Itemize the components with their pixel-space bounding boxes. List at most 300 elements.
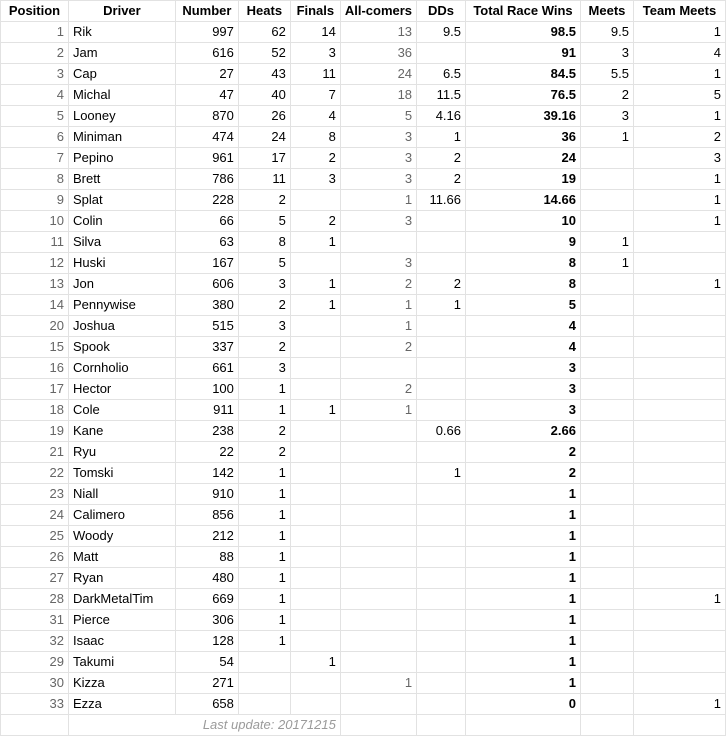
cell-total-race-wins[interactable]: 1 <box>466 568 581 589</box>
cell-dds[interactable] <box>417 442 466 463</box>
cell-team-meets[interactable]: 1 <box>633 106 725 127</box>
column-header-total-race-wins[interactable]: Total Race Wins <box>466 1 581 22</box>
cell-driver[interactable]: Ryu <box>68 442 175 463</box>
cell-position[interactable]: 4 <box>1 85 69 106</box>
cell-dds[interactable] <box>417 316 466 337</box>
cell-dds[interactable] <box>417 673 466 694</box>
cell-dds[interactable] <box>417 505 466 526</box>
cell-meets[interactable]: 5.5 <box>580 64 633 85</box>
cell-number[interactable]: 669 <box>175 589 238 610</box>
column-header-driver[interactable]: Driver <box>68 1 175 22</box>
cell-heats[interactable]: 17 <box>238 148 290 169</box>
cell-all-comers[interactable]: 18 <box>340 85 416 106</box>
cell-heats[interactable]: 1 <box>238 400 290 421</box>
cell-number[interactable]: 997 <box>175 22 238 43</box>
cell-team-meets[interactable]: 2 <box>633 127 725 148</box>
cell-dds[interactable]: 11.5 <box>417 85 466 106</box>
cell-total-race-wins[interactable]: 10 <box>466 211 581 232</box>
cell-meets[interactable]: 1 <box>580 253 633 274</box>
cell-number[interactable]: 54 <box>175 652 238 673</box>
cell-finals[interactable] <box>290 694 340 715</box>
cell-driver[interactable]: Cole <box>68 400 175 421</box>
cell-finals[interactable] <box>290 547 340 568</box>
cell-driver[interactable]: Cap <box>68 64 175 85</box>
cell-number[interactable]: 856 <box>175 505 238 526</box>
cell-number[interactable]: 212 <box>175 526 238 547</box>
cell-position[interactable]: 11 <box>1 232 69 253</box>
cell-meets[interactable] <box>580 526 633 547</box>
cell-number[interactable]: 228 <box>175 190 238 211</box>
cell-finals[interactable]: 1 <box>290 232 340 253</box>
cell-all-comers[interactable]: 13 <box>340 22 416 43</box>
cell-dds[interactable] <box>417 211 466 232</box>
cell-total-race-wins[interactable]: 9 <box>466 232 581 253</box>
cell-position[interactable]: 7 <box>1 148 69 169</box>
cell-meets[interactable]: 9.5 <box>580 22 633 43</box>
cell-driver[interactable]: Cornholio <box>68 358 175 379</box>
cell-total-race-wins[interactable]: 91 <box>466 43 581 64</box>
cell-total-race-wins[interactable]: 8 <box>466 253 581 274</box>
cell-position[interactable]: 33 <box>1 694 69 715</box>
cell-all-comers[interactable]: 2 <box>340 274 416 295</box>
cell-heats[interactable]: 2 <box>238 442 290 463</box>
cell-team-meets[interactable] <box>633 631 725 652</box>
cell-finals[interactable]: 7 <box>290 85 340 106</box>
cell-number[interactable]: 480 <box>175 568 238 589</box>
cell-team-meets[interactable]: 4 <box>633 43 725 64</box>
cell-meets[interactable] <box>580 442 633 463</box>
cell-finals[interactable]: 3 <box>290 43 340 64</box>
cell-all-comers[interactable]: 3 <box>340 127 416 148</box>
cell-team-meets[interactable] <box>633 505 725 526</box>
cell-driver[interactable]: Pierce <box>68 610 175 631</box>
cell-team-meets[interactable] <box>633 400 725 421</box>
cell-position[interactable]: 31 <box>1 610 69 631</box>
cell-heats[interactable]: 1 <box>238 505 290 526</box>
cell-finals[interactable] <box>290 337 340 358</box>
cell-finals[interactable]: 2 <box>290 148 340 169</box>
cell-team-meets[interactable]: 1 <box>633 169 725 190</box>
cell-total-race-wins[interactable]: 1 <box>466 610 581 631</box>
cell-number[interactable]: 380 <box>175 295 238 316</box>
cell-position[interactable]: 26 <box>1 547 69 568</box>
cell-heats[interactable]: 2 <box>238 337 290 358</box>
cell-heats[interactable]: 2 <box>238 295 290 316</box>
cell-team-meets[interactable] <box>633 358 725 379</box>
cell-dds[interactable] <box>417 253 466 274</box>
cell-all-comers[interactable]: 1 <box>340 190 416 211</box>
column-header-team-meets[interactable]: Team Meets <box>633 1 725 22</box>
cell-position[interactable]: 24 <box>1 505 69 526</box>
cell-all-comers[interactable] <box>340 547 416 568</box>
cell-dds[interactable] <box>417 568 466 589</box>
cell-team-meets[interactable]: 1 <box>633 274 725 295</box>
cell-meets[interactable] <box>580 610 633 631</box>
cell-number[interactable]: 100 <box>175 379 238 400</box>
empty-cell[interactable] <box>417 715 466 736</box>
cell-position[interactable]: 19 <box>1 421 69 442</box>
cell-finals[interactable] <box>290 589 340 610</box>
cell-driver[interactable]: Tomski <box>68 463 175 484</box>
cell-finals[interactable] <box>290 631 340 652</box>
cell-dds[interactable] <box>417 526 466 547</box>
cell-total-race-wins[interactable]: 1 <box>466 484 581 505</box>
cell-heats[interactable] <box>238 694 290 715</box>
cell-driver[interactable]: Hector <box>68 379 175 400</box>
cell-number[interactable]: 616 <box>175 43 238 64</box>
cell-number[interactable]: 474 <box>175 127 238 148</box>
cell-meets[interactable] <box>580 568 633 589</box>
cell-team-meets[interactable]: 1 <box>633 211 725 232</box>
cell-finals[interactable] <box>290 358 340 379</box>
cell-number[interactable]: 786 <box>175 169 238 190</box>
cell-meets[interactable] <box>580 295 633 316</box>
cell-finals[interactable]: 2 <box>290 211 340 232</box>
cell-driver[interactable]: Kizza <box>68 673 175 694</box>
cell-meets[interactable] <box>580 400 633 421</box>
cell-position[interactable]: 15 <box>1 337 69 358</box>
cell-dds[interactable] <box>417 652 466 673</box>
cell-total-race-wins[interactable]: 1 <box>466 631 581 652</box>
cell-driver[interactable]: Matt <box>68 547 175 568</box>
cell-meets[interactable] <box>580 379 633 400</box>
cell-finals[interactable] <box>290 379 340 400</box>
cell-total-race-wins[interactable]: 2.66 <box>466 421 581 442</box>
cell-total-race-wins[interactable]: 1 <box>466 589 581 610</box>
cell-all-comers[interactable]: 24 <box>340 64 416 85</box>
cell-team-meets[interactable] <box>633 421 725 442</box>
cell-dds[interactable] <box>417 358 466 379</box>
cell-driver[interactable]: Joshua <box>68 316 175 337</box>
cell-driver[interactable]: Calimero <box>68 505 175 526</box>
cell-dds[interactable] <box>417 694 466 715</box>
cell-finals[interactable]: 3 <box>290 169 340 190</box>
cell-finals[interactable] <box>290 484 340 505</box>
cell-heats[interactable]: 24 <box>238 127 290 148</box>
column-header-meets[interactable]: Meets <box>580 1 633 22</box>
cell-total-race-wins[interactable]: 24 <box>466 148 581 169</box>
cell-meets[interactable] <box>580 631 633 652</box>
cell-number[interactable]: 66 <box>175 211 238 232</box>
column-header-heats[interactable]: Heats <box>238 1 290 22</box>
cell-driver[interactable]: Colin <box>68 211 175 232</box>
cell-heats[interactable]: 62 <box>238 22 290 43</box>
cell-total-race-wins[interactable]: 76.5 <box>466 85 581 106</box>
cell-team-meets[interactable] <box>633 232 725 253</box>
cell-heats[interactable]: 1 <box>238 547 290 568</box>
cell-team-meets[interactable] <box>633 526 725 547</box>
cell-meets[interactable] <box>580 589 633 610</box>
cell-total-race-wins[interactable]: 36 <box>466 127 581 148</box>
cell-number[interactable]: 606 <box>175 274 238 295</box>
column-header-finals[interactable]: Finals <box>290 1 340 22</box>
cell-all-comers[interactable]: 36 <box>340 43 416 64</box>
cell-all-comers[interactable] <box>340 463 416 484</box>
cell-position[interactable]: 22 <box>1 463 69 484</box>
cell-total-race-wins[interactable]: 4 <box>466 337 581 358</box>
cell-meets[interactable] <box>580 421 633 442</box>
cell-dds[interactable]: 4.16 <box>417 106 466 127</box>
cell-all-comers[interactable] <box>340 652 416 673</box>
cell-total-race-wins[interactable]: 3 <box>466 358 581 379</box>
cell-finals[interactable] <box>290 253 340 274</box>
cell-all-comers[interactable] <box>340 610 416 631</box>
cell-team-meets[interactable] <box>633 547 725 568</box>
cell-position[interactable]: 6 <box>1 127 69 148</box>
cell-heats[interactable]: 1 <box>238 589 290 610</box>
cell-position[interactable]: 8 <box>1 169 69 190</box>
cell-all-comers[interactable]: 2 <box>340 379 416 400</box>
cell-all-comers[interactable] <box>340 526 416 547</box>
cell-meets[interactable] <box>580 505 633 526</box>
empty-cell[interactable] <box>340 715 416 736</box>
cell-dds[interactable]: 11.66 <box>417 190 466 211</box>
cell-number[interactable]: 27 <box>175 64 238 85</box>
cell-driver[interactable]: Rik <box>68 22 175 43</box>
cell-dds[interactable] <box>417 547 466 568</box>
cell-dds[interactable] <box>417 484 466 505</box>
cell-finals[interactable] <box>290 463 340 484</box>
cell-driver[interactable]: Splat <box>68 190 175 211</box>
cell-team-meets[interactable] <box>633 295 725 316</box>
cell-heats[interactable]: 11 <box>238 169 290 190</box>
cell-heats[interactable]: 1 <box>238 526 290 547</box>
cell-all-comers[interactable]: 3 <box>340 253 416 274</box>
cell-driver[interactable]: Brett <box>68 169 175 190</box>
cell-position[interactable]: 16 <box>1 358 69 379</box>
cell-number[interactable]: 47 <box>175 85 238 106</box>
cell-driver[interactable]: Looney <box>68 106 175 127</box>
cell-total-race-wins[interactable]: 2 <box>466 442 581 463</box>
cell-total-race-wins[interactable]: 3 <box>466 400 581 421</box>
cell-position[interactable]: 12 <box>1 253 69 274</box>
cell-heats[interactable] <box>238 652 290 673</box>
cell-finals[interactable] <box>290 610 340 631</box>
cell-total-race-wins[interactable]: 1 <box>466 547 581 568</box>
cell-all-comers[interactable]: 1 <box>340 295 416 316</box>
cell-total-race-wins[interactable]: 2 <box>466 463 581 484</box>
cell-number[interactable]: 128 <box>175 631 238 652</box>
cell-team-meets[interactable] <box>633 568 725 589</box>
cell-all-comers[interactable] <box>340 232 416 253</box>
cell-team-meets[interactable]: 1 <box>633 694 725 715</box>
cell-position[interactable]: 25 <box>1 526 69 547</box>
cell-team-meets[interactable] <box>633 484 725 505</box>
cell-dds[interactable]: 0.66 <box>417 421 466 442</box>
cell-team-meets[interactable] <box>633 673 725 694</box>
cell-dds[interactable] <box>417 631 466 652</box>
empty-cell[interactable] <box>633 715 725 736</box>
cell-meets[interactable] <box>580 694 633 715</box>
cell-meets[interactable] <box>580 169 633 190</box>
cell-meets[interactable] <box>580 547 633 568</box>
cell-heats[interactable]: 2 <box>238 190 290 211</box>
cell-number[interactable]: 63 <box>175 232 238 253</box>
cell-team-meets[interactable] <box>633 652 725 673</box>
cell-finals[interactable]: 4 <box>290 106 340 127</box>
cell-all-comers[interactable] <box>340 589 416 610</box>
cell-position[interactable]: 3 <box>1 64 69 85</box>
empty-cell[interactable] <box>1 715 69 736</box>
cell-team-meets[interactable] <box>633 253 725 274</box>
cell-all-comers[interactable] <box>340 505 416 526</box>
cell-meets[interactable] <box>580 463 633 484</box>
cell-team-meets[interactable] <box>633 463 725 484</box>
cell-number[interactable]: 870 <box>175 106 238 127</box>
cell-position[interactable]: 17 <box>1 379 69 400</box>
cell-team-meets[interactable]: 1 <box>633 589 725 610</box>
cell-position[interactable]: 1 <box>1 22 69 43</box>
cell-meets[interactable]: 3 <box>580 106 633 127</box>
cell-total-race-wins[interactable]: 39.16 <box>466 106 581 127</box>
cell-number[interactable]: 167 <box>175 253 238 274</box>
cell-heats[interactable]: 5 <box>238 253 290 274</box>
cell-number[interactable]: 661 <box>175 358 238 379</box>
cell-position[interactable]: 20 <box>1 316 69 337</box>
cell-meets[interactable]: 1 <box>580 127 633 148</box>
cell-heats[interactable]: 2 <box>238 421 290 442</box>
cell-total-race-wins[interactable]: 0 <box>466 694 581 715</box>
cell-finals[interactable] <box>290 316 340 337</box>
cell-total-race-wins[interactable]: 1 <box>466 652 581 673</box>
cell-number[interactable]: 337 <box>175 337 238 358</box>
cell-finals[interactable] <box>290 190 340 211</box>
cell-dds[interactable]: 2 <box>417 169 466 190</box>
cell-position[interactable]: 28 <box>1 589 69 610</box>
cell-finals[interactable] <box>290 505 340 526</box>
cell-meets[interactable] <box>580 316 633 337</box>
empty-cell[interactable] <box>466 715 581 736</box>
cell-team-meets[interactable]: 1 <box>633 190 725 211</box>
cell-all-comers[interactable]: 1 <box>340 316 416 337</box>
cell-all-comers[interactable] <box>340 484 416 505</box>
cell-team-meets[interactable] <box>633 316 725 337</box>
cell-position[interactable]: 2 <box>1 43 69 64</box>
cell-meets[interactable]: 2 <box>580 85 633 106</box>
cell-team-meets[interactable]: 1 <box>633 64 725 85</box>
cell-driver[interactable]: Silva <box>68 232 175 253</box>
cell-total-race-wins[interactable]: 14.66 <box>466 190 581 211</box>
column-header-all-comers[interactable]: All-comers <box>340 1 416 22</box>
cell-heats[interactable]: 1 <box>238 463 290 484</box>
cell-position[interactable]: 13 <box>1 274 69 295</box>
cell-total-race-wins[interactable]: 4 <box>466 316 581 337</box>
cell-heats[interactable]: 8 <box>238 232 290 253</box>
column-header-number[interactable]: Number <box>175 1 238 22</box>
cell-heats[interactable]: 3 <box>238 316 290 337</box>
cell-position[interactable]: 21 <box>1 442 69 463</box>
cell-driver[interactable]: Michal <box>68 85 175 106</box>
cell-number[interactable]: 142 <box>175 463 238 484</box>
cell-meets[interactable] <box>580 274 633 295</box>
cell-dds[interactable]: 6.5 <box>417 64 466 85</box>
cell-meets[interactable]: 1 <box>580 232 633 253</box>
cell-number[interactable]: 658 <box>175 694 238 715</box>
cell-dds[interactable]: 2 <box>417 274 466 295</box>
cell-number[interactable]: 88 <box>175 547 238 568</box>
cell-all-comers[interactable]: 1 <box>340 673 416 694</box>
cell-total-race-wins[interactable]: 84.5 <box>466 64 581 85</box>
cell-team-meets[interactable] <box>633 442 725 463</box>
cell-all-comers[interactable] <box>340 358 416 379</box>
cell-driver[interactable]: Pennywise <box>68 295 175 316</box>
cell-meets[interactable] <box>580 358 633 379</box>
cell-meets[interactable] <box>580 673 633 694</box>
cell-number[interactable]: 910 <box>175 484 238 505</box>
cell-finals[interactable] <box>290 442 340 463</box>
cell-heats[interactable]: 1 <box>238 484 290 505</box>
cell-finals[interactable]: 8 <box>290 127 340 148</box>
cell-finals[interactable]: 11 <box>290 64 340 85</box>
cell-heats[interactable] <box>238 673 290 694</box>
cell-meets[interactable] <box>580 148 633 169</box>
cell-total-race-wins[interactable]: 1 <box>466 505 581 526</box>
cell-heats[interactable]: 40 <box>238 85 290 106</box>
cell-all-comers[interactable] <box>340 442 416 463</box>
cell-driver[interactable]: Spook <box>68 337 175 358</box>
cell-meets[interactable] <box>580 211 633 232</box>
cell-finals[interactable]: 1 <box>290 274 340 295</box>
cell-driver[interactable]: Isaac <box>68 631 175 652</box>
cell-heats[interactable]: 26 <box>238 106 290 127</box>
cell-all-comers[interactable] <box>340 421 416 442</box>
cell-finals[interactable]: 1 <box>290 295 340 316</box>
cell-all-comers[interactable]: 3 <box>340 211 416 232</box>
cell-dds[interactable]: 1 <box>417 463 466 484</box>
cell-dds[interactable] <box>417 610 466 631</box>
cell-all-comers[interactable] <box>340 631 416 652</box>
cell-driver[interactable]: Jam <box>68 43 175 64</box>
cell-total-race-wins[interactable]: 98.5 <box>466 22 581 43</box>
cell-team-meets[interactable] <box>633 379 725 400</box>
cell-heats[interactable]: 3 <box>238 358 290 379</box>
cell-position[interactable]: 27 <box>1 568 69 589</box>
cell-heats[interactable]: 1 <box>238 631 290 652</box>
cell-all-comers[interactable]: 1 <box>340 400 416 421</box>
cell-driver[interactable]: Woody <box>68 526 175 547</box>
cell-heats[interactable]: 3 <box>238 274 290 295</box>
cell-dds[interactable] <box>417 232 466 253</box>
cell-position[interactable]: 5 <box>1 106 69 127</box>
cell-total-race-wins[interactable]: 1 <box>466 526 581 547</box>
cell-total-race-wins[interactable]: 8 <box>466 274 581 295</box>
cell-total-race-wins[interactable]: 3 <box>466 379 581 400</box>
cell-all-comers[interactable]: 3 <box>340 169 416 190</box>
cell-heats[interactable]: 1 <box>238 568 290 589</box>
cell-driver[interactable]: Niall <box>68 484 175 505</box>
cell-all-comers[interactable]: 5 <box>340 106 416 127</box>
cell-dds[interactable]: 1 <box>417 295 466 316</box>
cell-team-meets[interactable]: 5 <box>633 85 725 106</box>
cell-heats[interactable]: 5 <box>238 211 290 232</box>
cell-finals[interactable]: 1 <box>290 400 340 421</box>
cell-dds[interactable]: 9.5 <box>417 22 466 43</box>
cell-dds[interactable] <box>417 43 466 64</box>
cell-team-meets[interactable]: 3 <box>633 148 725 169</box>
cell-heats[interactable]: 52 <box>238 43 290 64</box>
cell-all-comers[interactable]: 3 <box>340 148 416 169</box>
cell-dds[interactable] <box>417 379 466 400</box>
cell-driver[interactable]: DarkMetalTim <box>68 589 175 610</box>
cell-total-race-wins[interactable]: 19 <box>466 169 581 190</box>
cell-driver[interactable]: Ryan <box>68 568 175 589</box>
cell-dds[interactable] <box>417 337 466 358</box>
empty-cell[interactable] <box>580 715 633 736</box>
cell-dds[interactable] <box>417 589 466 610</box>
cell-meets[interactable] <box>580 652 633 673</box>
cell-driver[interactable]: Kane <box>68 421 175 442</box>
cell-all-comers[interactable] <box>340 568 416 589</box>
